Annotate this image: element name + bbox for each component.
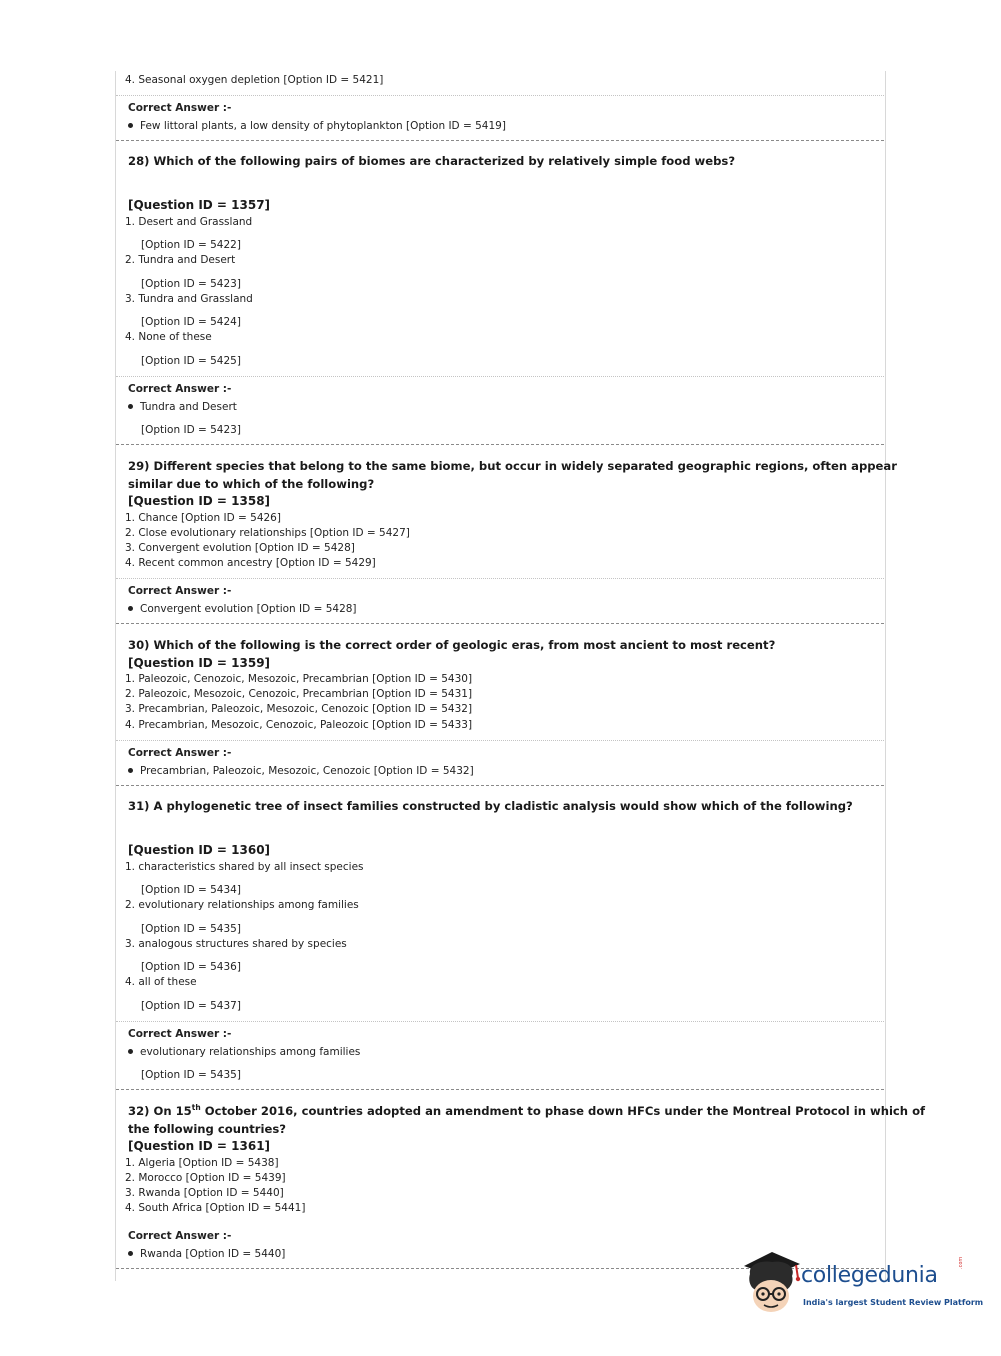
q31-option-4-id: [Option ID = 5437] bbox=[141, 1000, 241, 1012]
q29-option-3: 3. Convergent evolution [Option ID = 5428] bbox=[125, 542, 355, 554]
question-separator bbox=[116, 785, 884, 786]
q31-option-3: 3. analogous structures shared by species bbox=[125, 938, 347, 950]
q32-question-id: [Question ID = 1361] bbox=[128, 1139, 271, 1153]
q32-option-3: 3. Rwanda [Option ID = 5440] bbox=[125, 1187, 284, 1199]
q29-correct-answer: Convergent evolution [Option ID = 5428] bbox=[128, 602, 357, 616]
q27-option-4: 4. Seasonal oxygen depletion [Option ID = 5421] bbox=[125, 74, 384, 86]
q29-text-line-1: 29) Different species that belong to the same biome, but occur in widely separated geographic regions, often appear bbox=[128, 459, 897, 473]
logo-domain: .com bbox=[958, 1256, 964, 1269]
q31-text: 31) A phylogenetic tree of insect families constructed by cladistic analysis would show which of the following? bbox=[128, 799, 853, 813]
q32-option-4: 4. South Africa [Option ID = 5441] bbox=[125, 1202, 306, 1214]
q31-correct-answer: evolutionary relationships among families bbox=[128, 1045, 360, 1059]
q28-option-1: 1. Desert and Grassland bbox=[125, 216, 253, 228]
q27-correct-answer: Few littoral plants, a low density of phytoplankton [Option ID = 5419] bbox=[128, 119, 506, 133]
bullet-icon bbox=[128, 404, 133, 409]
q30-option-1: 1. Paleozoic, Cenozoic, Mesozoic, Precambrian [Option ID = 5430] bbox=[125, 673, 473, 685]
q30-correct-answer: Precambrian, Paleozoic, Mesozoic, Cenozoic [Option ID = 5432] bbox=[128, 764, 474, 778]
q28-question-id: [Question ID = 1357] bbox=[128, 198, 271, 212]
collegedunia-logo[interactable] bbox=[742, 1248, 982, 1318]
q30-option-4: 4. Precambrian, Mesozoic, Cenozoic, Paleozoic [Option ID = 5433] bbox=[125, 719, 473, 731]
question-separator bbox=[116, 623, 884, 624]
q28-option-3: 3. Tundra and Grassland bbox=[125, 293, 253, 305]
q31-option-1-id: [Option ID = 5434] bbox=[141, 884, 241, 896]
q29-option-4: 4. Recent common ancestry [Option ID = 5429] bbox=[125, 557, 376, 569]
q32-text-line-1: 32) On 15th October 2016, countries adopted an amendment to phase down HFCs under the Montreal Protocol in which of bbox=[128, 1103, 926, 1118]
q31-correct-label: Correct Answer :- bbox=[128, 1028, 232, 1040]
q32-option-2: 2. Morocco [Option ID = 5439] bbox=[125, 1172, 286, 1184]
divider bbox=[116, 376, 884, 377]
logo-wordmark: collegedunia bbox=[801, 1263, 938, 1288]
q31-correct-id: [Option ID = 5435] bbox=[141, 1069, 241, 1081]
bullet-icon bbox=[128, 768, 133, 773]
q32-correct-label: Correct Answer :- bbox=[128, 1230, 232, 1242]
question-separator bbox=[116, 444, 884, 445]
q30-correct-label: Correct Answer :- bbox=[128, 747, 232, 759]
q30-text: 30) Which of the following is the correct order of geologic eras, from most ancient to most recent? bbox=[128, 638, 776, 652]
q28-text: 28) Which of the following pairs of biomes are characterized by relatively simple food webs? bbox=[128, 154, 736, 168]
q32-correct-answer: Rwanda [Option ID = 5440] bbox=[128, 1247, 285, 1261]
q30-question-id: [Question ID = 1359] bbox=[128, 656, 271, 670]
q31-option-2-id: [Option ID = 5435] bbox=[141, 923, 241, 935]
q31-option-4: 4. all of these bbox=[125, 976, 197, 988]
q28-correct-id: [Option ID = 5423] bbox=[141, 424, 241, 436]
q28-correct-answer: Tundra and Desert bbox=[128, 400, 237, 414]
logo-tagline: India's largest Student Review Platform bbox=[803, 1298, 984, 1307]
q28-option-3-id: [Option ID = 5424] bbox=[141, 316, 241, 328]
q32-option-1: 1. Algeria [Option ID = 5438] bbox=[125, 1157, 279, 1169]
q28-option-1-id: [Option ID = 5422] bbox=[141, 239, 241, 251]
q29-text-line-2: similar due to which of the following? bbox=[128, 477, 375, 491]
q29-option-2: 2. Close evolutionary relationships [Option ID = 5427] bbox=[125, 527, 410, 539]
q28-option-4: 4. None of these bbox=[125, 331, 212, 343]
q32-text-line-2: the following countries? bbox=[128, 1122, 286, 1136]
divider bbox=[116, 740, 884, 741]
q28-option-2-id: [Option ID = 5423] bbox=[141, 278, 241, 290]
q31-option-2: 2. evolutionary relationships among families bbox=[125, 899, 359, 911]
bullet-icon bbox=[128, 606, 133, 611]
q30-option-3: 3. Precambrian, Paleozoic, Mesozoic, Cenozoic [Option ID = 5432] bbox=[125, 703, 473, 715]
q27-correct-label: Correct Answer :- bbox=[128, 102, 232, 114]
bullet-icon bbox=[128, 1251, 133, 1256]
question-separator bbox=[116, 140, 884, 141]
question-separator bbox=[116, 1089, 884, 1090]
divider bbox=[116, 95, 884, 96]
q29-correct-label: Correct Answer :- bbox=[128, 585, 232, 597]
q29-question-id: [Question ID = 1358] bbox=[128, 494, 271, 508]
q30-option-2: 2. Paleozoic, Mesozoic, Cenozoic, Precambrian [Option ID = 5431] bbox=[125, 688, 473, 700]
q31-option-1: 1. characteristics shared by all insect species bbox=[125, 861, 364, 873]
q31-option-3-id: [Option ID = 5436] bbox=[141, 961, 241, 973]
q28-option-2: 2. Tundra and Desert bbox=[125, 254, 236, 266]
q31-question-id: [Question ID = 1360] bbox=[128, 843, 271, 857]
mascot-icon bbox=[742, 1248, 804, 1318]
q29-option-1: 1. Chance [Option ID = 5426] bbox=[125, 512, 281, 524]
divider bbox=[116, 1021, 884, 1022]
q28-option-4-id: [Option ID = 5425] bbox=[141, 355, 241, 367]
bullet-icon bbox=[128, 123, 133, 128]
bullet-icon bbox=[128, 1049, 133, 1054]
q28-correct-label: Correct Answer :- bbox=[128, 383, 232, 395]
divider bbox=[116, 578, 884, 579]
